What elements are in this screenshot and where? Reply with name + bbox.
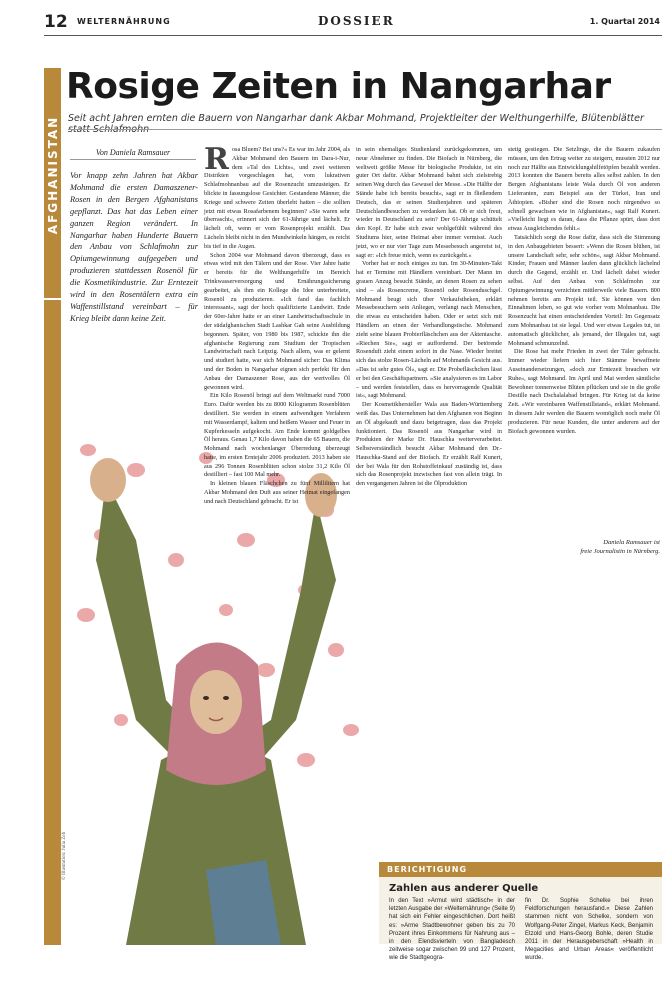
correction-column-1: In den Text »Armut wird städtisch« in der letzten Ausgabe der »Welternährung« (Seite 9) hat sich ein Fehler eingeschlichen. Dort heißt es: »Arme Stadtbewohner geben bis zu 70 Prozent ihres Einkommens für Nahrung aus – in den Elendsvierteln von Bangladesch zeitweise sogar zwischen 99 und 127 Prozent, wie die Stadtgeogra- bbox=[389, 898, 515, 962]
country-label: AFGHANISTAN bbox=[46, 115, 60, 235]
author-note bbox=[540, 539, 660, 556]
paragraph: Ein Kilo Rosenöl bringt auf dem Weltmarkt rund 7000 Euro. Dafür werden bis zu 8000 Kilogramm Rosenblüten destilliert. Sie werden in einem aufwendigen Verfahren mit Wasserdampf, kaltem und heißem Wasser und Feuer in Kupferkesseln aufgekocht. Am Ende kommt goldgelbes Öl heraus. Genau 1,7 Kilo davon haben die 65 Bauern, die Mohmand nach wochenlanger Überredung überzeugt hatte, im ersten Erntejahr 2006 produziert. 2013 haben sie aus 296 Tonnen Rosenblüten schon stolze 31,2 Kilo Öl destilliert – fast 100 Mal mehr. bbox=[204, 392, 350, 479]
article-column-2 bbox=[356, 146, 502, 546]
sidebar-strip bbox=[44, 300, 61, 945]
correction-header bbox=[379, 862, 662, 877]
article-title: Rosige Zeiten in Nangarhar bbox=[66, 66, 611, 107]
header-rule bbox=[44, 35, 662, 36]
country-sidebar bbox=[44, 68, 61, 298]
section-label: WELTERNÄHRUNG bbox=[77, 17, 171, 26]
author-name: Daniela Ramsauer ist bbox=[603, 539, 660, 546]
page-number: 12 bbox=[44, 12, 68, 32]
author-role: freie Journalistin in Nürnberg. bbox=[580, 547, 660, 555]
paragraph: Schon 2004 war Mohmand davon überzeugt, dass es etwas wird mit den Tälern und der Rose. Vier Jahre hatte er bereits für die Welthungerhilfe im Bereich Trinkwasserversorgung und Ernährungssicherung gearbeitet, als ihm ein Kollege die Idee unterbreitete, Rosenöl zu produzieren. »Ich fand das fachlich interessant«, sagt der hoch qualifizierte Landwirt. Ende der 60er-Jahre hatte er an einer Landwirtschaftsschule in der südafghanischen Stadt Lashkar Gah seine Ausbildung begonnen. Später, von 1980 bis 1987, schickte ihn die afghanische Regierung zum Studium der Tropischen Landwirtschaft nach Leipzig. Nach allem, was er gelernt und studiert hatte, war sich Mohmand sicher: Das Klima und der Boden in Nangarhar eignen sich perfekt für den Anbau der Damaszener Rose, aus der wertvolles Öl gewonnen wird. bbox=[204, 251, 350, 391]
issue-label: 1. Quartal 2014 bbox=[589, 17, 660, 26]
correction-column-2: fin Dr. Sophie Schelke bei ihren Feldforschungen herausfand.« Diese Zahlen stammen nicht von Schelke, sondern von Wolfgang-Peter Zingel, Markus Keck, Benjamin Etzold und Hans-Georg Bohle, deren Studie 2011 in der Herausgeberschaft »Health in Megacities and Urban Areas« veröffentlicht wurde. bbox=[525, 898, 653, 962]
category-label: DOSSIER bbox=[318, 14, 395, 28]
paragraph: Der Kosmetikhersteller Wala aus Baden-Württemberg weiß das. Das Unternehmen hat den Afghanen von Beginn an Öl abgekauft und dazu beigetragen, dass das Projekt funktioniert. Das Rosenöl aus Nangarhar wird in Produkten der Marke Dr. Hauschka weiterverarbeitet. Selbstverständlich besucht Akbar Mohmand den Dr.-Hauschka-Stand auf der Biofach. Er erzählt Ralf Kunert, der bei Wala für den Rohstoffeinkauf zuständig ist, dass sich das Rosenprojekt inzwischen fast von allein trägt. In den vergangenen Jahren ist die Ölproduktion bbox=[356, 401, 502, 488]
article-subtitle: Seit acht Jahren ernten die Bauern von Nangarhar dank Akbar Mohmand, Projektleiter der Welthungerhilfe, Blütenblätter bbox=[68, 113, 644, 124]
correction-label: BERICHTIGUNG bbox=[387, 865, 468, 874]
article-column-3 bbox=[508, 146, 660, 551]
paragraph: In kleinen blauen Fläschchen zu fünf Millilitern hat Akbar Mohmand den Duft aus seiner Heimat eingefangen und nach Deutschland gebracht. Er ist bbox=[204, 480, 350, 505]
paragraph: stetig gestiegen. Die Setzlinge, die die Bauern zukaufen müssen, um den Ertrag weiter zu steigern, mussten 2012 nur noch zur Hälfte aus Entwicklungshilfetöpfen bezahlt werden. 2013 konnten die Bauern bereits alles selbst zahlen. In den Bergen Afghanistans leiste Wala durch Öl von anderen Lieferanten, zum Beispiel aus der Türkei, Iran und Äthiopien. »Bisher sind die Rosen noch nirgendwo so schnell gewachsen wie in Afghanistan«, sagt Ralf Kunert. »Vielleicht liegt es daran, dass die Pflanze spürt, dass dort etwas Ausgleichendes fehlt.« bbox=[508, 146, 660, 233]
paragraph: Tatsächlich sorgt die Rose dafür, dass sich die Stimmung in den Anbaugebieten bessert: »Wenn die Rosen blühen, ist unsere Landschaft sehr, sehr schön«, sagt Akbar Mohmand. Kinder, Frauen und Männer laufen dann glücklich lächelnd durch die Gegend, erzählt er. Und lächelt dabei wieder selbst. Auf den Anbau von Schlafmohn zur Opiumgewinnung verzichten mittlerweile viele Bauern. 800 nehmen bereits am Projekt teil. Sie können von den Einnahmen leben, so gut wie vorher vom Mohnanbau. Die Rosenzucht hat einen entscheidenden Vorteil: Im Gegensatz zum Mohnanbau ist sie legal. Und wer etwas Legales tut, ist automatisch glücklicher, als jemand, der Illegales tut, sagt Mohmand schmunzelnd. bbox=[508, 233, 660, 347]
lede: Vor knapp zehn Jahren hat Akbar Mohmand die ersten Damaszener-Rosen in den Bergen Afghanistans gepflanzt. Das hat das Leben einer ganzen Region verändert. In Nangarhar haben Hunderte Bauern den Anbau von Schlafmohn zur Opiumgewinnung aufgegeben und produzieren stattdessen Rosenöl für die Kosmetikindustrie. Zur Erntezeit wird in den Rosentälern extra ein Waffenstillstand vereinbart – für Krieg bleibt dann keine Zeit. bbox=[70, 171, 198, 323]
byline: Von Daniela Ramsauer bbox=[70, 148, 196, 160]
article-column-1 bbox=[204, 142, 350, 546]
paragraph: Vorher hat er noch einiges zu tun. Im 30-Minuten-Takt hat er Termine mit Händlern vereinbart. Der Mann im grauen Anzug besucht Stände, an denen Rosen zu sehen sind – als Rosencreme, Rosenöl oder Rosenduschgel. Mohmand beugt sich über Verkaufstheken, erklärt Messebesuchern sein Anliegen, verlangt nach Menschen, die etwas zu entscheiden haben. Oder er setzt sich mit Händlern an einen der Verhandlungstische. Mohmand zieht seine blauen Probierfläschchen aus der Aktentasche. »Riechen Sie«, sagt er auffordernd. Der betörende Rosenduft zieht einem sofort in die Nase. Wieder breitet sich das stolze Rosen-Lächeln auf Mohmands Gesicht aus. »Das ist sehr gutes Öl«, sagt er. Die Probefläschchen lässt er bei den Geschäftspartnern. »Sie analysieren es im Labor – und werden feststellen, dass es hervorragende Qualität ist«, sagt Mohmand. bbox=[356, 260, 502, 400]
dropcap: R bbox=[204, 142, 229, 177]
correction-title: Zahlen aus anderer Quelle bbox=[389, 883, 539, 894]
illustration-credit: © Illustration: Julia Zeh bbox=[62, 831, 67, 880]
paragraph: in sein ehemaliges Studienland zurückgekommen, um neue Abnehmer zu finden. Die Biofach in Nürnberg, die weltweit größte Messe für biologische Produkte, ist ein guter Ort dafür. Akbar Mohmand bahnt sich zielstrebig seinen Weg durch das Gewusel der Messe. »Die Hälfte der Stände habe ich bereits besucht«, sagt er in fließendem Deutsch, das er seinen Studienjahren und späteren Deutschlandbesuchen zu verdanken hat. Ob er sich freut, wieder in Deutschland zu sein? Der 61-Jährige schüttelt den Kopf. Er habe sich zwar wohlgefühlt während des Studiums hier, seine Heimat aber immer vermisst. Auch jetzt, wo er nur vier Tage zum Messebesuch angereist ist, sagt er: »Ich freue mich, wenn es zurückgeht.« bbox=[356, 146, 502, 259]
column-1-opening: osa Bluem? Bei uns?« Es war im Jahr 2004, als Akbar Mohmand den Bauern im Dara-i-Nur, dem »Tal des Lichts«, und zwei weiteren Distrikten vorgeschlagen hat, vom lukrativen Schlafmohnanbau auf die Rosenzucht umzusteigen. Er blickte in fassungslose Gesichter. Gestandene Männer, die Kriege und schwere Zeiten überlebt hatten – die sollten jetzt mit etwas Rosafarbenem beginnen? »Sie waren sehr überrascht«, erinnert sich der 61-Jährige und lächelt. Er lächelt oft, wenn er vom Rosenprojekt erzählt. Das Lächeln bleibt nicht in den Mundwinkeln hängen, es reicht bis tief in die Augen. bbox=[204, 146, 350, 250]
paragraph: Die Rose hat mehr Frieden in zwei der Täler gebracht. Immer wieder liefern sich hier Stämme bewaffnete Auseinandersetzungen, »doch zur Erntezeit brauchen wir Ruhe«, sagt Mohmand. Im April und Mai werden sämtliche Bewohner tonnenweise Blüten pflücken und sie in die große Destille nach Dschalalabad bringen. Für Krieg ist da keine Zeit. »Wir vereinbaren Waffenstillstand«, erklärt Mohmand. In diesem Jahr werden die Bauern womöglich noch mehr Öl produzieren. Für neue Kunden, die unter anderem auf der Biofach gewonnen wurden. bbox=[508, 348, 660, 435]
subtitle-rule bbox=[68, 129, 662, 130]
